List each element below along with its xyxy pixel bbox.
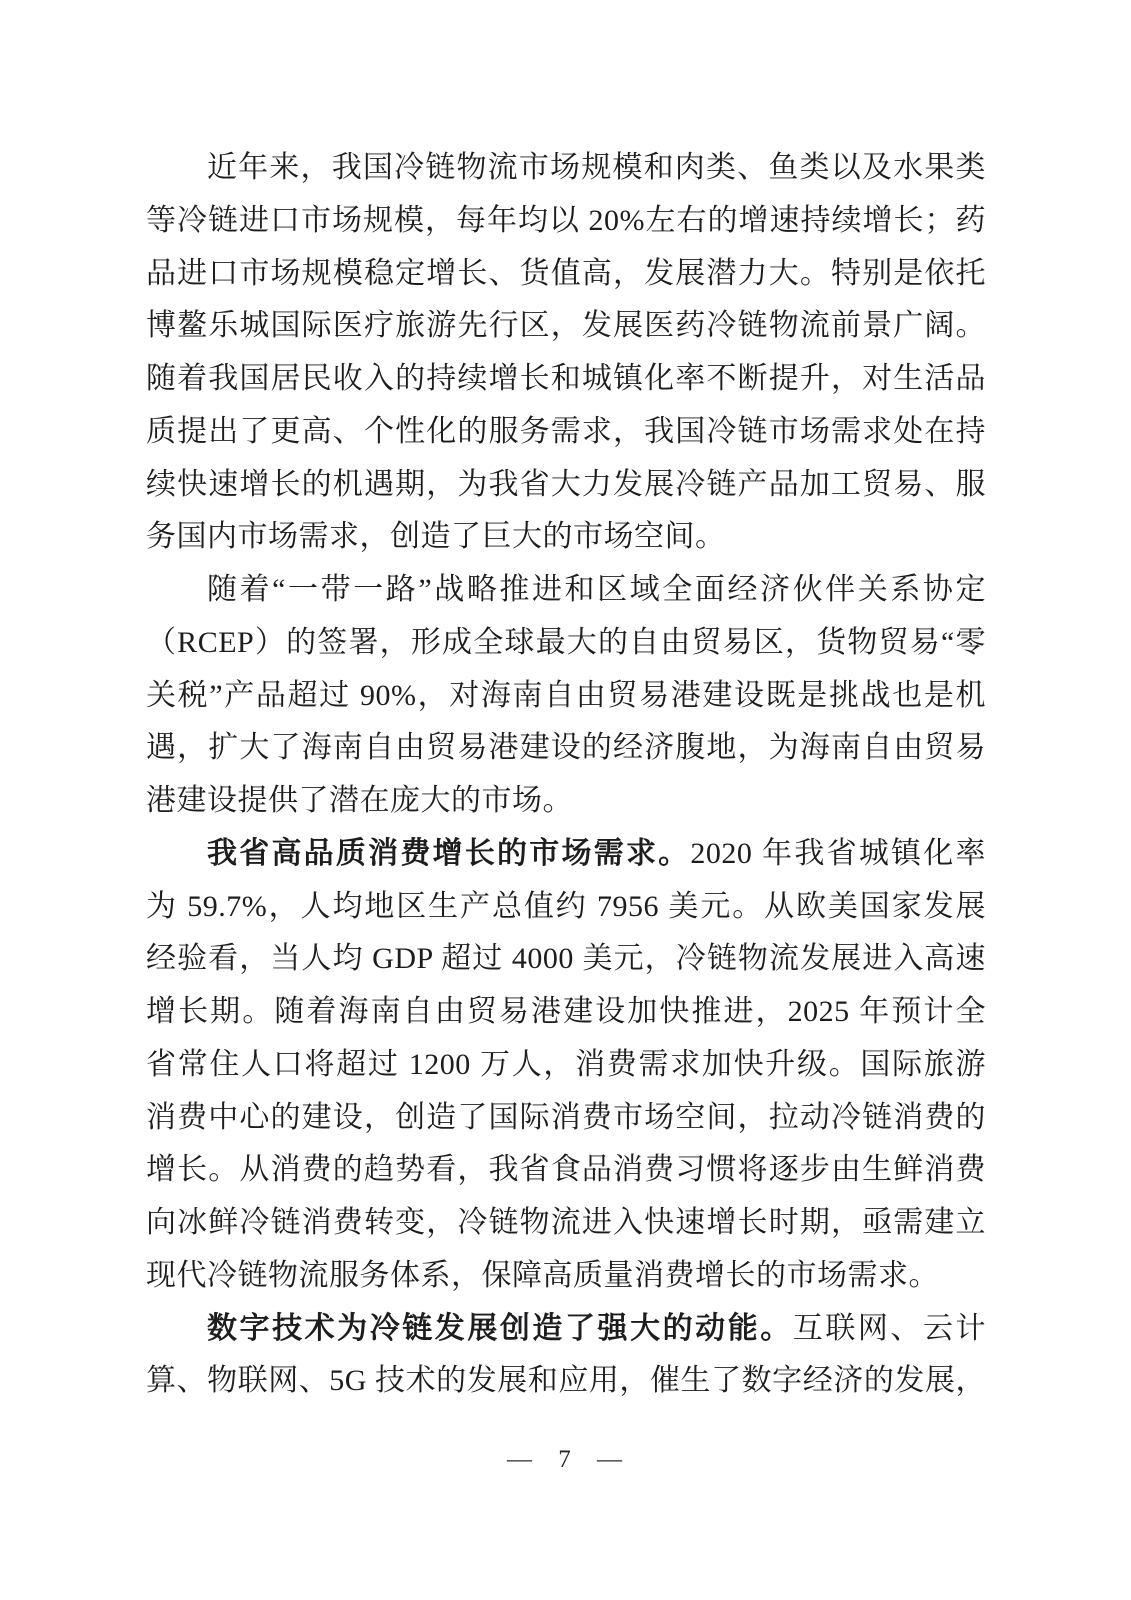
- body-line: 增长。从消费的趋势看，我省食品消费习惯将逐步由生鲜消费: [146, 1153, 986, 1187]
- body-line: 等冷链进口市场规模，每年均以 20%左右的增速持续增长；药: [146, 203, 986, 237]
- body-line: 算、物联网、5G 技术的发展和应用，催生了数字经济的发展，: [146, 1364, 986, 1398]
- page-footer: [0, 1446, 1131, 1474]
- body-line: 遇，扩大了海南自由贸易港建设的经济腹地，为海南自由贸易: [146, 731, 986, 765]
- body-line-text: 互联网、云计: [792, 1311, 986, 1345]
- page-number: — 7 —: [507, 1446, 624, 1473]
- body-line: 品进口市场规模稳定增长、货值高，发展潜力大。特别是依托: [146, 256, 986, 290]
- body-line-text: 2020 年我省城镇化率: [690, 836, 986, 870]
- bold-lead-text: 我省高品质消费增长的市场需求。: [207, 836, 691, 870]
- body-line: 向冰鲜冷链消费转变，冷链物流进入快速增长时期，亟需建立: [146, 1206, 986, 1239]
- body-line-paragraph-end: 务国内市场需求，创造了巨大的市场空间。: [146, 520, 726, 554]
- body-line: 省常住人口将超过 1200 万人，消费需求加快升级。国际旅游: [146, 1047, 986, 1081]
- body-line: 博鳌乐城国际医疗旅游先行区，发展医药冷链物流前景广阔。: [146, 309, 986, 343]
- body-line: 增长期。随着海南自由贸易港建设加快推进，2025 年预计全: [146, 995, 986, 1028]
- body-line-paragraph-end: 现代冷链物流服务体系，保障高质量消费增长的市场需求。: [146, 1258, 939, 1292]
- body-line: 近年来，我国冷链物流市场规模和肉类、鱼类以及水果类: [207, 151, 986, 184]
- body-line: 经验看，当人均 GDP 超过 4000 美元，冷链物流发展进入高速: [146, 942, 986, 976]
- body-line-with-bold-lead: [146, 1303, 986, 1356]
- body-line: 为 59.7%，人均地区生产总值约 7956 美元。从欧美国家发展: [146, 889, 986, 923]
- bold-lead-text: 数字技术为冷链发展创造了强大的动能。: [207, 1311, 793, 1345]
- body-line: 随着我国居民收入的持续增长和城镇化率不断提升，对生活品: [146, 362, 986, 395]
- body-line: 消费中心的建设，创造了国际消费市场空间，拉动冷链消费的: [146, 1100, 986, 1134]
- body-line: 随着“一带一路”战略推进和区域全面经济伙伴关系协定: [207, 573, 986, 606]
- body-line: 续快速增长的机遇期，为我省大力发展冷链产品加工贸易、服: [146, 467, 986, 501]
- body-line-paragraph-end: 港建设提供了潜在庞大的市场。: [146, 784, 573, 817]
- body-line: 关税”产品超过 90%，对海南自由贸易港建设既是挑战也是机: [146, 678, 986, 712]
- document-body: [146, 142, 986, 1408]
- body-line: （RCEP）的签署，形成全球最大的自由贸易区，货物贸易“零: [146, 625, 986, 659]
- body-line: 质提出了更高、个性化的服务需求，我国冷链市场需求处在持: [146, 414, 986, 448]
- body-line-with-bold-lead: [146, 828, 986, 881]
